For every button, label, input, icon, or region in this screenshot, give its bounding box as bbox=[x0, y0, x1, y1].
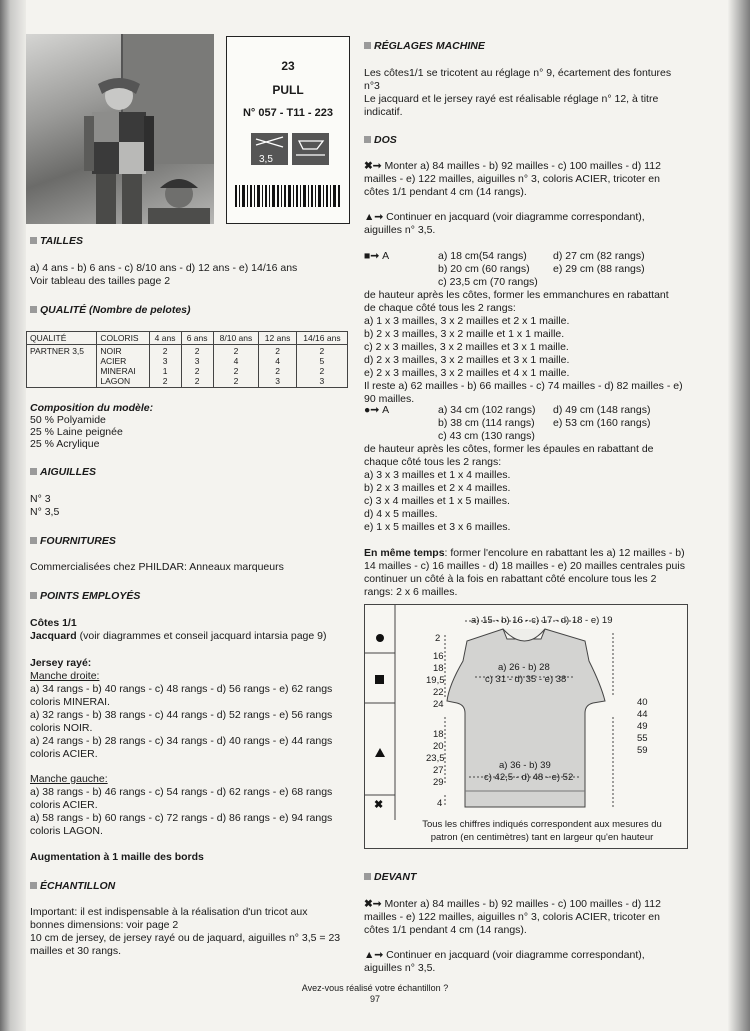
augmentation-line: Augmentation à 1 maille des bords bbox=[30, 851, 204, 863]
dos-line: de hauteur après les côtes, former les épaules en rabattant de bbox=[364, 443, 654, 455]
jacquard-line: Jacquard (voir diagrammes et conseil jacquard intarsia page 9) bbox=[30, 630, 327, 642]
needle-line: N° 3 bbox=[30, 493, 51, 505]
model-photo bbox=[26, 34, 214, 224]
diagram-caption: patron (en centimètres) tant en largeur qu'en hauteur bbox=[430, 832, 654, 843]
dim-right: 55 bbox=[637, 733, 648, 744]
meme-temps-line: 14 mailles - c) 16 mailles - d) 18 mailles - e) 20 mailles centrales puis bbox=[364, 560, 685, 572]
dim-lower-width: c) 42,5 - d) 48 - e) 52 bbox=[484, 772, 574, 783]
echantillon-line: Important: il est indispensable à la réalisation d'un tricot aux bbox=[30, 906, 308, 918]
dos-circle-marker: ●➞ A bbox=[364, 404, 390, 416]
devant-line: ✖➞ Monter a) 84 mailles - b) 92 mailles - c) 100 mailles - d) 112 bbox=[364, 898, 661, 910]
dos-measure: b) 20 cm (60 rangs) bbox=[438, 263, 530, 275]
dim-ribbing: 4 bbox=[437, 798, 443, 809]
md-line: a) 34 rangs - b) 40 rangs - c) 48 rangs - d) 56 rangs - e) 62 rangs bbox=[30, 683, 333, 695]
yarn-table-header bbox=[27, 332, 348, 345]
dim-top: a) 15 - b) 16 - c) 17 - d) 18 - e) 19 bbox=[471, 615, 613, 626]
reglages-line: Les côtes1/1 se tricotent au réglage n° 9, écartement des fontures bbox=[364, 67, 672, 79]
dim-right: 49 bbox=[637, 721, 648, 732]
mg-line: a) 58 rangs - b) 60 rangs - c) 72 rangs - d) 86 rangs - e) 94 rangs bbox=[30, 812, 333, 824]
devant-heading: DEVANT bbox=[364, 871, 416, 883]
dos-line: d) 4 x 5 mailles. bbox=[364, 508, 438, 520]
composition-line: 25 % Laine peignée bbox=[30, 426, 123, 438]
color-name: LAGON bbox=[100, 376, 131, 386]
dos-measure: c) 23,5 cm (70 rangs) bbox=[438, 276, 538, 288]
colors-cell bbox=[97, 345, 149, 388]
dos-line: c) 3 x 4 mailles et 1 x 5 mailles. bbox=[364, 495, 510, 507]
dos-line: Il reste a) 62 mailles - b) 66 mailles - c) 74 mailles - d) 82 mailles - e) bbox=[364, 380, 683, 392]
meme-temps-line: rangs: 2 x 6 mailles. bbox=[364, 586, 458, 598]
dim-left: 23,5 bbox=[426, 753, 445, 764]
jersey-title: Jersey rayé: bbox=[30, 657, 92, 669]
schematic-diagram bbox=[364, 604, 688, 849]
col-header: 14/16 ans bbox=[296, 332, 347, 345]
color-name: ACIER bbox=[100, 356, 127, 366]
devant-line: ▲➞ Continuer en jacquard (voir diagramme correspondant), bbox=[364, 949, 645, 961]
barcode-icon bbox=[235, 185, 341, 207]
md-line: coloris ACIER. bbox=[30, 748, 98, 760]
echantillon-line: 10 cm de jersey, de jersey rayé ou de jaquard, aiguilles n° 3,5 = 23 bbox=[30, 932, 341, 944]
dos-line: 90 mailles. bbox=[364, 393, 415, 405]
pattern-id-card bbox=[226, 36, 350, 224]
md-line: coloris NOIR. bbox=[30, 722, 93, 734]
dim-left: 18 bbox=[433, 729, 444, 740]
qty-cell: 2 5 2 3 bbox=[296, 345, 347, 388]
dos-measure: c) 43 cm (130 rangs) bbox=[438, 430, 535, 442]
dos-line: e) 2 x 3 mailles, 3 x 2 mailles et 4 x 1 maille. bbox=[364, 367, 570, 379]
dos-line: b) 2 x 3 mailles et 2 x 4 mailles. bbox=[364, 482, 511, 494]
manche-gauche-title: Manche gauche: bbox=[30, 773, 108, 785]
needle-line: N° 3,5 bbox=[30, 506, 60, 518]
meme-temps-line: continuer un côté à la fois en rabattant côté encolure tous les 2 bbox=[364, 573, 657, 585]
dos-measure: e) 53 cm (160 rangs) bbox=[553, 417, 651, 429]
reglages-line: Le jacquard et le jersey rayé est réalisable réglage n° 12, à titre bbox=[364, 93, 659, 105]
composition-line: 25 % Acrylique bbox=[30, 438, 100, 450]
qualite-heading: QUALITÉ (Nombre de pelotes) bbox=[30, 304, 191, 316]
book-binding bbox=[0, 0, 26, 1031]
composition-title: Composition du modèle: bbox=[30, 402, 154, 414]
color-name: MINERAI bbox=[100, 366, 136, 376]
dos-line: de hauteur après les côtes, former les emmanchures en rabattant bbox=[364, 289, 669, 301]
dos-square-marker: ■➞ A bbox=[364, 250, 390, 262]
dos-measure: a) 34 cm (102 rangs) bbox=[438, 404, 536, 416]
second-child-figure bbox=[144, 174, 214, 224]
yarn-table-row bbox=[27, 345, 348, 388]
tailles-sizes: a) 4 ans - b) 6 ans - c) 8/10 ans - d) 12 ans - e) 14/16 ans bbox=[30, 262, 298, 274]
pattern-reference: N° 057 - T11 - 223 bbox=[242, 107, 333, 119]
reglages-line: n°3 bbox=[364, 80, 380, 92]
md-line: coloris MINERAI. bbox=[30, 696, 110, 708]
dos-line: e) 1 x 5 mailles et 3 x 6 mailles. bbox=[364, 521, 511, 533]
color-name: NOIR bbox=[100, 346, 122, 356]
dos-line: a) 1 x 3 mailles, 3 x 2 mailles et 2 x 1 maille. bbox=[364, 315, 570, 327]
qty-cell: 2 4 2 3 bbox=[259, 345, 297, 388]
dos-heading: DOS bbox=[364, 134, 397, 146]
devant-line: mailles - e) 122 mailles, aiguilles n° 3, coloris ACIER, tricoter en bbox=[364, 911, 660, 923]
dos-line: a) 3 x 3 mailles et 1 x 4 mailles. bbox=[364, 469, 511, 481]
echantillon-line: bonnes dimensions: voir page 2 bbox=[30, 919, 179, 931]
meme-temps-line: En même temps: former l'encolure en rabattant les a) 12 mailles - b) bbox=[364, 547, 685, 559]
devant-line: aiguilles n° 3,5. bbox=[364, 962, 436, 974]
points-heading: POINTS EMPLOYÉS bbox=[30, 590, 140, 602]
yarn-table bbox=[26, 331, 348, 388]
mg-line: coloris ACIER. bbox=[30, 799, 98, 811]
dim-lower-width: a) 36 - b) 39 bbox=[499, 760, 551, 771]
echantillon-line: mailles et 30 rangs. bbox=[30, 945, 122, 957]
dim-upper-width: c) 31 - d) 35 - e) 38 bbox=[485, 674, 567, 685]
dim-left: 22 bbox=[433, 687, 444, 698]
pattern-number: 23 bbox=[281, 59, 295, 73]
col-header: 4 ans bbox=[149, 332, 181, 345]
page-number: 97 bbox=[369, 994, 380, 1004]
dim-left: 27 bbox=[433, 765, 444, 776]
dim-left: 16 bbox=[433, 651, 444, 662]
dim-left: 24 bbox=[433, 699, 444, 710]
dim-right: 44 bbox=[637, 709, 648, 720]
dim-upper-width: a) 26 - b) 28 bbox=[498, 662, 550, 673]
fournitures-heading: FOURNITURES bbox=[30, 535, 116, 547]
dos-measure: d) 49 cm (148 rangs) bbox=[553, 404, 651, 416]
quality-cell: PARTNER 3,5 bbox=[27, 345, 97, 388]
needle-and-machine-icons bbox=[251, 133, 329, 165]
dim-right: 59 bbox=[637, 745, 648, 756]
tailles-heading: TAILLES bbox=[30, 235, 83, 247]
md-line: a) 24 rangs - b) 28 rangs - c) 34 rangs - d) 40 rangs - e) 44 rangs bbox=[30, 735, 333, 747]
reglages-heading: RÉGLAGES MACHINE bbox=[364, 40, 485, 52]
dos-line: c) 2 x 3 mailles, 3 x 2 mailles et 3 x 1 maille. bbox=[364, 341, 569, 353]
needle-size-label: 3,5 bbox=[259, 154, 273, 165]
qty-cell: 2 3 1 2 bbox=[149, 345, 181, 388]
dos-line: b) 2 x 3 mailles, 3 x 2 maille et 1 x 1 maille. bbox=[364, 328, 565, 340]
dim-left: 29 bbox=[433, 777, 444, 788]
col-header: COLORIS bbox=[97, 332, 149, 345]
mg-line: a) 38 rangs - b) 46 rangs - c) 54 rangs - d) 62 rangs - e) 68 rangs bbox=[30, 786, 333, 798]
diagram-caption: Tous les chiffres indiqués correspondent aux mesures du bbox=[422, 819, 662, 830]
cotes-title: Côtes 1/1 bbox=[30, 617, 77, 629]
reglages-line: indicatif. bbox=[364, 106, 403, 118]
dos-measure: d) 27 cm (82 rangs) bbox=[553, 250, 645, 262]
dos-line: aiguilles n° 3,5. bbox=[364, 224, 436, 236]
dos-measure: e) 29 cm (88 rangs) bbox=[553, 263, 645, 275]
dim-neck: 2 bbox=[435, 633, 441, 644]
echantillon-heading: ÉCHANTILLON bbox=[30, 880, 115, 892]
col-header: 6 ans bbox=[181, 332, 213, 345]
dim-left: 18 bbox=[433, 663, 444, 674]
dos-line: de chaque côté tous les 2 rangs: bbox=[364, 302, 516, 314]
dos-measure: a) 18 cm(54 rangs) bbox=[438, 250, 527, 262]
qty-cell: 2 4 2 2 bbox=[213, 345, 259, 388]
dos-line: chaque côté tous les 2 rangs: bbox=[364, 456, 502, 468]
col-header: QUALITÉ bbox=[27, 332, 97, 345]
svg-text:✖: ✖ bbox=[374, 799, 384, 811]
col-header: 12 ans bbox=[259, 332, 297, 345]
devant-line: côtes 1/1 pendant 4 cm (14 rangs). bbox=[364, 924, 527, 936]
dos-line: ✖➞ Monter a) 84 mailles - b) 92 mailles - c) 100 mailles - d) 112 bbox=[364, 160, 661, 172]
dos-measure: b) 38 cm (114 rangs) bbox=[438, 417, 535, 429]
dos-line: mailles - e) 122 mailles, aiguilles n° 3, coloris ACIER, tricoter en bbox=[364, 173, 660, 185]
manche-droite-title: Manche droite: bbox=[30, 670, 100, 682]
page-edge bbox=[728, 0, 750, 1031]
qty-cell: 2 3 2 2 bbox=[181, 345, 213, 388]
tailles-note: Voir tableau des tailles page 2 bbox=[30, 275, 171, 287]
dos-line: d) 2 x 3 mailles, 3 x 2 mailles et 3 x 1 maille. bbox=[364, 354, 570, 366]
dos-line: côtes 1/1 pendant 4 cm (14 rangs). bbox=[364, 186, 527, 198]
footer-question: Avez-vous réalisé votre échantillon ? bbox=[301, 983, 449, 993]
dim-left: 19,5 bbox=[426, 675, 445, 686]
composition-line: 50 % Polyamide bbox=[30, 414, 106, 426]
dim-left: 20 bbox=[433, 741, 444, 752]
dim-right: 40 bbox=[637, 697, 648, 708]
mg-line: coloris LAGON. bbox=[30, 825, 103, 837]
md-line: a) 32 rangs - b) 38 rangs - c) 44 rangs - d) 52 rangs - e) 56 rangs bbox=[30, 709, 333, 721]
col-header: 8/10 ans bbox=[213, 332, 259, 345]
fournitures-text: Commercialisées chez PHILDAR: Anneaux marqueurs bbox=[30, 561, 284, 573]
pattern-name: PULL bbox=[272, 83, 304, 97]
aiguilles-heading: AIGUILLES bbox=[30, 466, 96, 478]
dos-line: ▲➞ Continuer en jacquard (voir diagramme correspondant), bbox=[364, 211, 645, 223]
